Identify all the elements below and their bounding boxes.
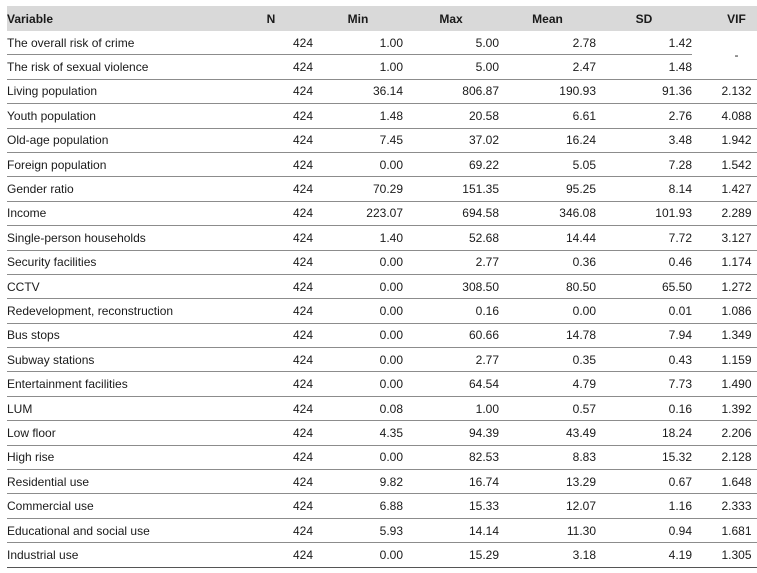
cell-variable: Residential use [7, 470, 229, 494]
cell-max: 694.58 [403, 201, 499, 225]
cell-n: 424 [229, 104, 313, 128]
table-row [7, 396, 757, 420]
cell-n: 424 [229, 421, 313, 445]
cell-max: 1.00 [403, 396, 499, 420]
cell-variable: Single-person households [7, 226, 229, 250]
cell-max: 5.00 [403, 55, 499, 79]
cell-vif: 1.349 [692, 323, 757, 347]
cell-sd: 1.48 [596, 55, 692, 79]
cell-variable: Security facilities [7, 250, 229, 274]
table-row [7, 323, 757, 347]
cell-vif-merged: - [692, 31, 757, 79]
cell-min: 4.35 [313, 421, 403, 445]
cell-mean: 95.25 [499, 177, 596, 201]
cell-n: 424 [229, 445, 313, 469]
table-row [7, 274, 757, 298]
cell-vif: 1.174 [692, 250, 757, 274]
table-row [7, 104, 757, 128]
cell-vif: 2.128 [692, 445, 757, 469]
cell-mean: 14.44 [499, 226, 596, 250]
cell-min: 9.82 [313, 470, 403, 494]
cell-sd: 0.94 [596, 518, 692, 542]
cell-n: 424 [229, 372, 313, 396]
cell-variable: Youth population [7, 104, 229, 128]
table-body [7, 31, 757, 567]
cell-min: 0.00 [313, 543, 403, 567]
table-row [7, 543, 757, 567]
cell-max: 60.66 [403, 323, 499, 347]
cell-max: 308.50 [403, 274, 499, 298]
cell-n: 424 [229, 396, 313, 420]
cell-sd: 0.16 [596, 396, 692, 420]
table-row [7, 421, 757, 445]
cell-sd: 7.73 [596, 372, 692, 396]
table-row [7, 201, 757, 225]
cell-vif: 1.272 [692, 274, 757, 298]
cell-min: 0.00 [313, 250, 403, 274]
cell-n: 424 [229, 201, 313, 225]
cell-n: 424 [229, 152, 313, 176]
cell-sd: 18.24 [596, 421, 692, 445]
cell-vif: 3.127 [692, 226, 757, 250]
cell-n: 424 [229, 274, 313, 298]
cell-min: 0.08 [313, 396, 403, 420]
cell-vif: 1.392 [692, 396, 757, 420]
table-row [7, 31, 757, 55]
cell-max: 64.54 [403, 372, 499, 396]
cell-vif: 1.648 [692, 470, 757, 494]
cell-variable: The overall risk of crime [7, 31, 229, 55]
cell-mean: 0.57 [499, 396, 596, 420]
cell-max: 69.22 [403, 152, 499, 176]
cell-n: 424 [229, 299, 313, 323]
cell-mean: 13.29 [499, 470, 596, 494]
cell-n: 424 [229, 55, 313, 79]
descriptive-statistics-table [7, 6, 757, 568]
cell-max: 806.87 [403, 79, 499, 103]
cell-mean: 0.00 [499, 299, 596, 323]
cell-sd: 0.67 [596, 470, 692, 494]
table-row [7, 226, 757, 250]
cell-sd: 4.19 [596, 543, 692, 567]
cell-variable: LUM [7, 396, 229, 420]
cell-max: 16.74 [403, 470, 499, 494]
cell-min: 70.29 [313, 177, 403, 201]
cell-min: 1.00 [313, 31, 403, 55]
header-mean: Mean [499, 6, 596, 31]
cell-max: 82.53 [403, 445, 499, 469]
cell-mean: 0.35 [499, 348, 596, 372]
cell-variable: The risk of sexual violence [7, 55, 229, 79]
cell-n: 424 [229, 250, 313, 274]
cell-sd: 65.50 [596, 274, 692, 298]
cell-max: 151.35 [403, 177, 499, 201]
cell-min: 7.45 [313, 128, 403, 152]
cell-variable: CCTV [7, 274, 229, 298]
cell-n: 424 [229, 31, 313, 55]
cell-n: 424 [229, 226, 313, 250]
cell-sd: 3.48 [596, 128, 692, 152]
cell-mean: 346.08 [499, 201, 596, 225]
table-row [7, 470, 757, 494]
cell-variable: Old-age population [7, 128, 229, 152]
cell-mean: 43.49 [499, 421, 596, 445]
cell-vif: 1.542 [692, 152, 757, 176]
cell-mean: 8.83 [499, 445, 596, 469]
cell-min: 6.88 [313, 494, 403, 518]
cell-variable: Redevelopment, reconstruction [7, 299, 229, 323]
cell-max: 15.29 [403, 543, 499, 567]
cell-n: 424 [229, 177, 313, 201]
cell-max: 20.58 [403, 104, 499, 128]
cell-n: 424 [229, 128, 313, 152]
cell-mean: 6.61 [499, 104, 596, 128]
cell-vif: 1.942 [692, 128, 757, 152]
cell-max: 52.68 [403, 226, 499, 250]
cell-mean: 5.05 [499, 152, 596, 176]
header-variable: Variable [7, 6, 229, 31]
cell-max: 15.33 [403, 494, 499, 518]
cell-sd: 7.94 [596, 323, 692, 347]
cell-min: 1.00 [313, 55, 403, 79]
cell-sd: 8.14 [596, 177, 692, 201]
table-row [7, 348, 757, 372]
cell-mean: 14.78 [499, 323, 596, 347]
cell-variable: Entertainment facilities [7, 372, 229, 396]
cell-variable: Gender ratio [7, 177, 229, 201]
header-min: Min [313, 6, 403, 31]
table-row [7, 79, 757, 103]
cell-min: 5.93 [313, 518, 403, 542]
cell-variable: Income [7, 201, 229, 225]
header-row [7, 6, 757, 31]
cell-max: 5.00 [403, 31, 499, 55]
cell-min: 0.00 [313, 299, 403, 323]
cell-sd: 101.93 [596, 201, 692, 225]
cell-max: 0.16 [403, 299, 499, 323]
cell-min: 36.14 [313, 79, 403, 103]
table-row [7, 494, 757, 518]
cell-variable: Low floor [7, 421, 229, 445]
cell-vif: 1.490 [692, 372, 757, 396]
table-row [7, 250, 757, 274]
cell-sd: 7.28 [596, 152, 692, 176]
cell-min: 0.00 [313, 372, 403, 396]
cell-mean: 80.50 [499, 274, 596, 298]
cell-variable: Industrial use [7, 543, 229, 567]
cell-n: 424 [229, 79, 313, 103]
cell-vif: 1.305 [692, 543, 757, 567]
cell-sd: 0.01 [596, 299, 692, 323]
table-header [7, 6, 757, 31]
cell-n: 424 [229, 543, 313, 567]
table-row [7, 177, 757, 201]
header-vif: VIF [692, 6, 757, 31]
cell-max: 94.39 [403, 421, 499, 445]
cell-sd: 2.76 [596, 104, 692, 128]
header-max: Max [403, 6, 499, 31]
cell-sd: 1.16 [596, 494, 692, 518]
table-row [7, 152, 757, 176]
cell-max: 14.14 [403, 518, 499, 542]
table-row [7, 299, 757, 323]
cell-max: 37.02 [403, 128, 499, 152]
cell-sd: 7.72 [596, 226, 692, 250]
cell-mean: 0.36 [499, 250, 596, 274]
header-n: N [229, 6, 313, 31]
cell-mean: 12.07 [499, 494, 596, 518]
cell-n: 424 [229, 518, 313, 542]
header-sd: SD [596, 6, 692, 31]
table-row [7, 128, 757, 152]
cell-vif: 2.132 [692, 79, 757, 103]
cell-sd: 0.46 [596, 250, 692, 274]
cell-min: 0.00 [313, 445, 403, 469]
cell-min: 0.00 [313, 274, 403, 298]
cell-vif: 1.159 [692, 348, 757, 372]
cell-vif: 2.333 [692, 494, 757, 518]
cell-vif: 2.289 [692, 201, 757, 225]
cell-mean: 3.18 [499, 543, 596, 567]
cell-variable: Foreign population [7, 152, 229, 176]
cell-min: 0.00 [313, 348, 403, 372]
cell-sd: 0.43 [596, 348, 692, 372]
cell-vif: 2.206 [692, 421, 757, 445]
cell-vif: 4.088 [692, 104, 757, 128]
cell-variable: Subway stations [7, 348, 229, 372]
table-row [7, 372, 757, 396]
cell-mean: 2.78 [499, 31, 596, 55]
cell-variable: Commercial use [7, 494, 229, 518]
cell-mean: 2.47 [499, 55, 596, 79]
cell-min: 1.40 [313, 226, 403, 250]
cell-vif: 1.427 [692, 177, 757, 201]
cell-max: 2.77 [403, 250, 499, 274]
cell-variable: High rise [7, 445, 229, 469]
cell-n: 424 [229, 323, 313, 347]
cell-min: 0.00 [313, 323, 403, 347]
cell-variable: Bus stops [7, 323, 229, 347]
cell-variable: Living population [7, 79, 229, 103]
cell-mean: 11.30 [499, 518, 596, 542]
cell-max: 2.77 [403, 348, 499, 372]
cell-sd: 1.42 [596, 31, 692, 55]
cell-vif: 1.086 [692, 299, 757, 323]
cell-n: 424 [229, 470, 313, 494]
table-row [7, 518, 757, 542]
cell-n: 424 [229, 348, 313, 372]
cell-mean: 16.24 [499, 128, 596, 152]
table-row [7, 55, 757, 79]
cell-min: 1.48 [313, 104, 403, 128]
cell-mean: 4.79 [499, 372, 596, 396]
cell-sd: 91.36 [596, 79, 692, 103]
cell-min: 0.00 [313, 152, 403, 176]
table-row [7, 445, 757, 469]
cell-mean: 190.93 [499, 79, 596, 103]
cell-vif: 1.681 [692, 518, 757, 542]
cell-variable: Educational and social use [7, 518, 229, 542]
cell-n: 424 [229, 494, 313, 518]
cell-sd: 15.32 [596, 445, 692, 469]
cell-min: 223.07 [313, 201, 403, 225]
